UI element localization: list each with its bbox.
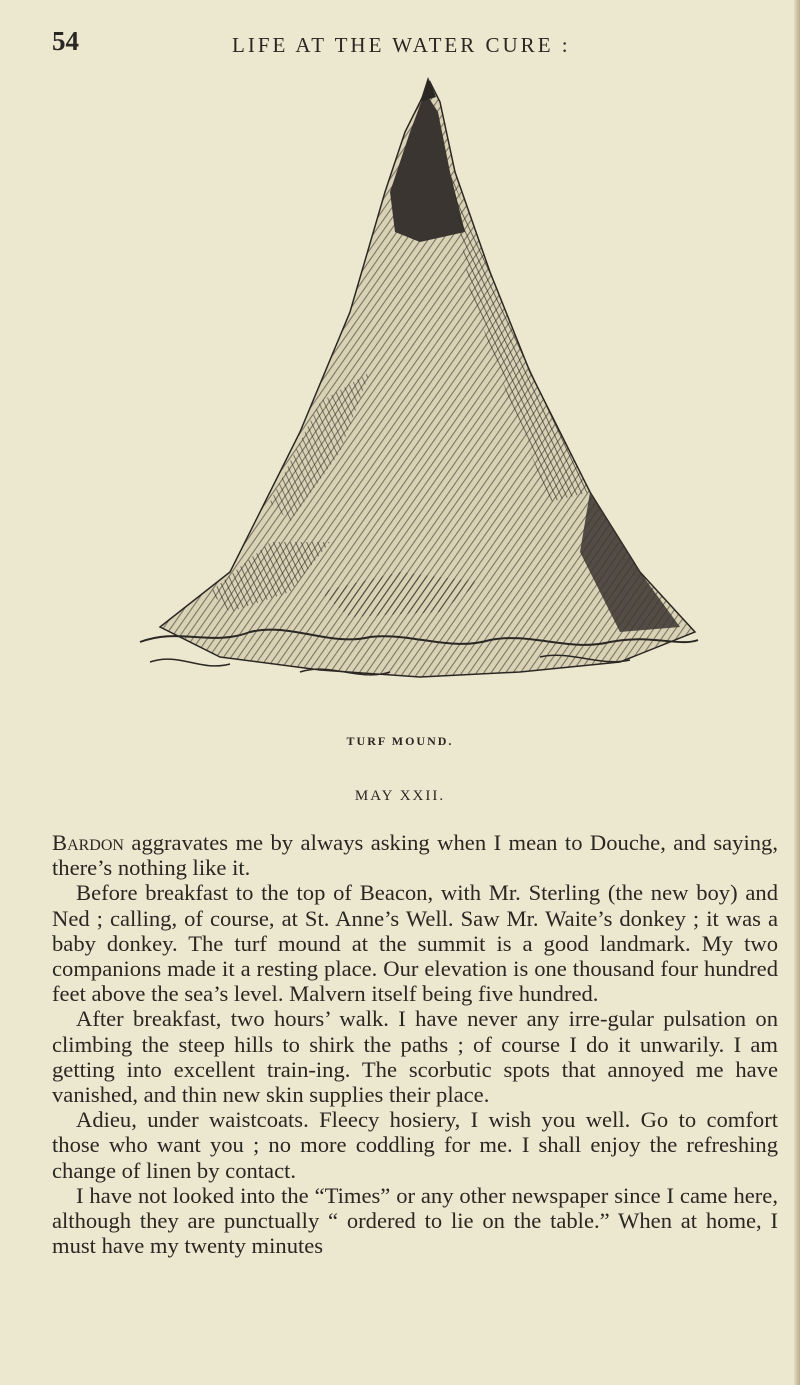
paragraph-text: Adieu, under waistcoats. Fleecy hosiery, I wish you well. Go to comfort those who want you ; no more coddling for me. I shall enjoy the refreshing change of linen by contact. (52, 1107, 778, 1183)
paragraph-text: I have not looked into the “Times” or any other newspaper since I came here, although they are punctually “ ordered to lie on the table.” When at home, I must have my twenty minutes (52, 1182, 778, 1259)
paragraph (52, 1183, 778, 1259)
paragraph (52, 830, 778, 880)
page-edge (794, 0, 800, 1385)
paragraph-text: After breakfast, two hours’ walk. I have never any irre-gular pulsation on climbing the steep hills to shirk the paths ; of course I do it unwarily. I am getting into excellent train-ing. The scorbutic spots that annoyed me have vanished, and thin new skin supplies their place. (52, 1006, 778, 1108)
body-text (52, 830, 778, 1258)
figure-caption: TURF MOUND. (346, 734, 454, 748)
paragraph (52, 1006, 778, 1107)
page-number: 54 (52, 26, 79, 56)
section-heading: MAY XXII. (354, 788, 446, 804)
lead-word: Bardon (52, 830, 124, 855)
paragraph (52, 1107, 778, 1183)
paragraph-text: aggravates me by always asking when I mean to Douche, and saying, there’s nothing like it. (52, 830, 778, 881)
paragraph-text: Before breakfast to the top of Beacon, with Mr. Sterling (the new boy) and Ned ; calling, of course, at St. Anne’s Well. Saw Mr. Waite’s donkey ; it was a baby donkey. The turf mound at the summit is a good landmark. My two companions made it a resting place. Our elevation is one thousand four hundred feet above the sea’s level. Malvern itself being five hundred. (52, 880, 778, 1007)
paragraph (52, 880, 778, 1006)
running-title: LIFE AT THE WATER CURE : (232, 33, 571, 57)
turf-mound-illustration (120, 72, 700, 712)
